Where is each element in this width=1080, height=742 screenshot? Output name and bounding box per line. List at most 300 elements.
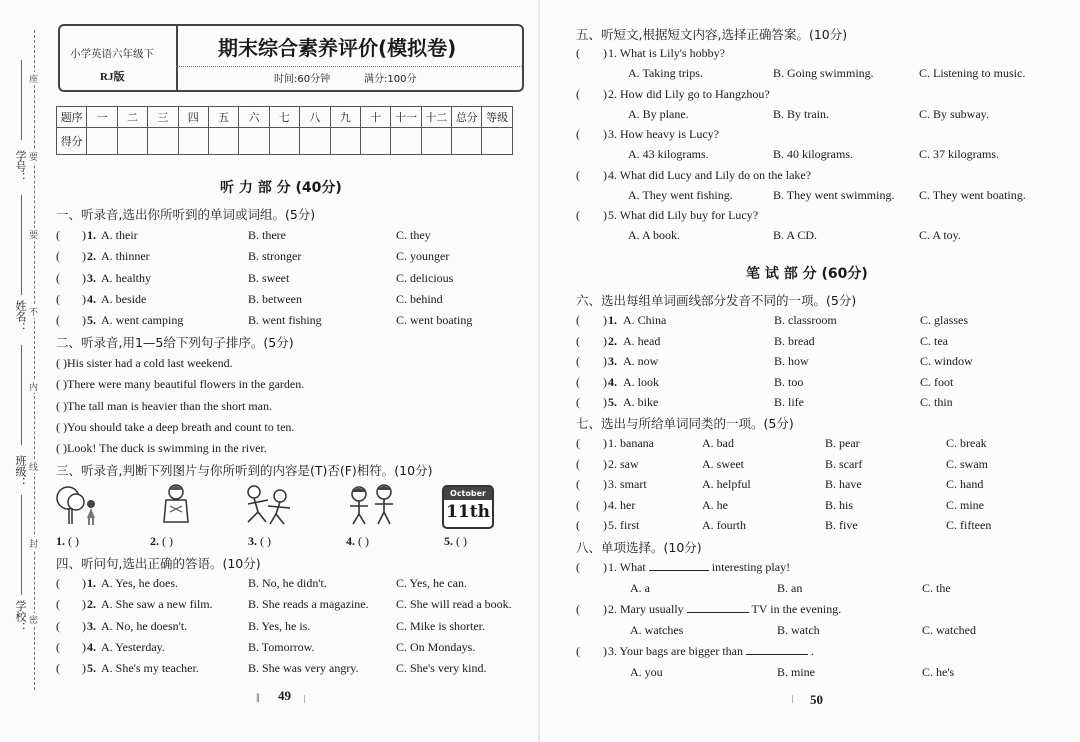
seal-char: 密	[29, 613, 38, 626]
title-dotted-rule	[176, 66, 522, 67]
option-a[interactable]: A. She's my teacher.	[101, 661, 199, 676]
option-a[interactable]: A. beside	[101, 291, 147, 306]
section-6-title: 六、选出每组单词画线部分发音不同的一项。(5分)	[576, 293, 857, 308]
option-a[interactable]: A. look	[623, 374, 659, 389]
page-marker: |	[304, 694, 306, 703]
score-table-header-cell: 二	[117, 107, 147, 128]
score-blank-row	[57, 128, 513, 155]
answer-paren-close: )	[82, 249, 86, 264]
question-number: 5.	[87, 661, 96, 676]
answer-paren[interactable]: ( )	[56, 419, 67, 434]
score-input-cell[interactable]	[178, 128, 208, 155]
score-row-label: 得分	[57, 128, 87, 155]
option-a[interactable]: A. their	[101, 228, 138, 242]
score-input-cell[interactable]	[239, 128, 269, 155]
question-text-start: 1. What	[608, 560, 646, 574]
question-number: 5.	[87, 313, 96, 328]
option-c[interactable]: C. mine	[946, 497, 984, 512]
option-a[interactable]: A. watches	[630, 623, 684, 637]
exam-title: 期末综合素养评价(模拟卷)	[218, 36, 457, 60]
question-row	[56, 576, 526, 592]
question-row	[576, 334, 1076, 350]
seal-char: 内	[29, 380, 38, 393]
answer-paren-close: )	[603, 313, 607, 327]
answer-paren-close: )	[82, 597, 86, 612]
answer-paren[interactable]: (	[576, 477, 580, 492]
question-row	[576, 498, 1076, 514]
answer-paren-close: )	[603, 208, 607, 222]
option-a[interactable]: A. Yesterday.	[101, 639, 165, 654]
tree-and-girl-picture	[54, 484, 102, 528]
option-b[interactable]: B. By train.	[773, 106, 829, 121]
score-table	[56, 106, 513, 155]
score-table-header-cell: 五	[208, 107, 238, 128]
score-table-header-cell: 九	[330, 107, 360, 128]
exam-title-box	[58, 24, 524, 92]
score-table-header-cell: 一	[87, 107, 117, 128]
question-sentence	[608, 644, 814, 659]
ordering-sentence: Look! The duck is swimming in the river.	[67, 441, 267, 456]
question-text-start: 3. Your bags are bigger than	[608, 644, 743, 658]
score-table-header-cell: 十二	[421, 107, 451, 128]
option-b[interactable]: B. scarf	[825, 456, 863, 471]
answer-paren[interactable]: (	[56, 576, 60, 590]
girl-icon	[87, 500, 95, 525]
seal-char: 要	[29, 228, 38, 241]
answer-paren[interactable]: (	[56, 661, 60, 676]
answer-paren-close: )	[603, 436, 607, 450]
score-input-cell[interactable]	[421, 128, 451, 155]
answer-paren-close: )	[82, 576, 86, 590]
score-table-header-cell: 十	[360, 107, 390, 128]
answer-paren[interactable]: (	[576, 86, 580, 101]
given-word: 5. first	[608, 518, 640, 533]
answer-paren[interactable]: (	[576, 456, 580, 471]
score-input-cell[interactable]	[148, 128, 178, 155]
option-c[interactable]: C. She will read a book.	[396, 597, 512, 612]
question-row	[576, 313, 1076, 329]
seal-char: 封	[29, 537, 38, 550]
score-table-header-cell: 等级	[482, 107, 512, 128]
margin-rule	[21, 495, 22, 595]
ordering-row	[56, 399, 272, 414]
question-number: 3.	[608, 354, 617, 369]
score-table-header-cell: 三	[148, 107, 178, 128]
score-input-cell[interactable]	[360, 128, 390, 155]
question-row	[56, 292, 526, 308]
score-input-cell[interactable]	[87, 128, 117, 155]
option-b[interactable]: B. pear	[825, 436, 860, 450]
question-text: 3. How heavy is Lucy?	[608, 127, 719, 141]
right-page	[540, 0, 1080, 742]
option-c[interactable]: C. he's	[922, 665, 955, 679]
question-number: 2.	[87, 597, 96, 612]
question-number: 1.	[608, 313, 617, 327]
option-c[interactable]: C. glasses	[920, 313, 968, 327]
option-c[interactable]: C. window	[920, 354, 973, 369]
time-limit: 时间:60分钟	[274, 74, 331, 85]
answer-paren[interactable]: ( )	[453, 534, 467, 548]
option-a[interactable]: A. bad	[702, 436, 734, 450]
option-a[interactable]: A. A book.	[628, 228, 681, 242]
fill-blank[interactable]	[746, 654, 808, 655]
tree-icon	[57, 487, 84, 524]
picture-label	[444, 534, 467, 549]
option-a[interactable]: A. fourth	[702, 518, 746, 533]
ordering-sentence: His sister had a cold last weekend.	[67, 356, 233, 370]
option-b[interactable]: B. five	[825, 518, 858, 533]
option-b[interactable]: B. between	[248, 291, 302, 306]
question-number: 5.	[608, 395, 617, 410]
question-row	[576, 395, 1076, 411]
question-block	[576, 560, 1076, 598]
option-c[interactable]: C. went boating	[396, 313, 473, 328]
option-a[interactable]: A. Taking trips.	[628, 66, 703, 80]
option-b[interactable]: B. bread	[774, 333, 815, 348]
option-b[interactable]: B. mine	[777, 665, 815, 679]
option-a[interactable]: A. sweet	[702, 456, 744, 471]
option-b[interactable]: B. classroom	[774, 313, 837, 327]
question-number: 4.	[608, 374, 617, 389]
score-input-cell[interactable]	[482, 128, 512, 155]
fill-blank[interactable]	[649, 570, 709, 571]
option-c[interactable]: C. She's very kind.	[396, 661, 487, 676]
answer-paren[interactable]: (	[576, 518, 580, 533]
option-a[interactable]: A. healthy	[101, 270, 151, 285]
answer-paren-close: )	[82, 618, 86, 633]
option-c[interactable]: C. A toy.	[919, 228, 961, 242]
answer-paren-close: )	[603, 602, 607, 616]
picture-number: 3.	[248, 534, 257, 548]
option-b[interactable]: B. They went swimming.	[773, 187, 895, 202]
question-number: 4.	[87, 291, 96, 306]
margin-rule	[21, 195, 22, 295]
option-c[interactable]: C. thin	[920, 395, 953, 410]
option-a[interactable]: A. She saw a new film.	[101, 597, 213, 612]
page-marker: ‖	[256, 690, 260, 705]
option-c[interactable]: C. Mike is shorter.	[396, 618, 485, 633]
answer-paren[interactable]: (	[576, 395, 580, 410]
question-block	[576, 168, 1076, 204]
score-table-header-cell: 六	[239, 107, 269, 128]
picture-label	[346, 534, 369, 549]
question-number: 2.	[87, 249, 96, 264]
option-b[interactable]: B. No, he didn't.	[248, 576, 327, 590]
score-table-header-cell: 总分	[452, 107, 482, 128]
seal-char: 座	[29, 72, 38, 85]
question-sentence	[608, 602, 841, 617]
option-b[interactable]: B. Yes, he is.	[248, 618, 311, 633]
question-row	[576, 457, 1076, 473]
answer-paren[interactable]: ( )	[257, 534, 271, 548]
seal-char: 不	[29, 305, 38, 318]
answer-paren[interactable]: (	[576, 167, 580, 182]
answer-paren-close: )	[603, 46, 607, 60]
option-b[interactable]: B. an	[777, 581, 803, 595]
option-a[interactable]: A. bike	[623, 395, 659, 410]
answer-paren[interactable]: (	[576, 436, 580, 450]
question-number: 3.	[87, 618, 96, 633]
question-number: 3.	[87, 270, 96, 285]
option-c[interactable]: C. delicious	[396, 270, 454, 285]
answer-paren[interactable]: (	[576, 208, 580, 222]
answer-paren-close: )	[603, 127, 607, 141]
picture-number: 2.	[150, 534, 159, 548]
margin-rule	[21, 345, 22, 445]
answer-paren[interactable]: (	[56, 249, 60, 264]
option-a[interactable]: A. China	[623, 313, 667, 327]
answer-paren-close: )	[603, 354, 607, 369]
question-sentence	[608, 560, 790, 575]
picture-number: 4.	[346, 534, 355, 548]
question-row	[56, 313, 526, 329]
kids-playing-picture	[240, 482, 296, 528]
question-row	[56, 619, 526, 635]
answer-paren-close: )	[603, 374, 607, 389]
question-block	[576, 46, 1076, 82]
question-row	[56, 271, 526, 287]
calendar-icon	[442, 485, 494, 529]
option-a[interactable]: A. By plane.	[628, 106, 689, 121]
listening-part-title: 听 力 部 分 (40分)	[220, 180, 342, 196]
question-text: 5. What did Lily buy for Lucy?	[608, 208, 759, 222]
question-number: 1.	[87, 576, 96, 590]
ordering-row	[56, 441, 267, 456]
calendar-day: 11th	[446, 502, 490, 522]
class-label: 班级：	[14, 455, 27, 488]
answer-paren-close: )	[603, 644, 607, 658]
option-a[interactable]: A. helpful	[702, 477, 751, 492]
given-word: 1. banana	[608, 436, 654, 450]
answer-paren[interactable]: (	[576, 313, 580, 327]
answer-paren-close: )	[82, 228, 86, 242]
question-row	[576, 354, 1076, 370]
option-c[interactable]: C. younger	[396, 249, 450, 264]
grade-label: 小学英语六年级下	[70, 48, 154, 60]
ordering-sentence: You should take a deep breath and count to ten.	[67, 419, 295, 434]
option-b[interactable]: B. there	[248, 228, 286, 242]
answer-paren[interactable]: (	[576, 333, 580, 348]
page-marker: |	[792, 694, 794, 703]
option-b[interactable]: B. She was very angry.	[248, 661, 359, 676]
answer-paren-close: )	[603, 518, 607, 533]
answer-paren[interactable]: (	[576, 354, 580, 369]
option-a[interactable]: A. head	[623, 333, 661, 348]
option-a[interactable]: A. They went fishing.	[628, 187, 733, 202]
option-b[interactable]: B. watch	[777, 623, 820, 637]
question-block	[576, 644, 1076, 682]
score-header-row	[57, 107, 513, 128]
margin-rule	[21, 60, 22, 140]
option-a[interactable]: A. 43 kilograms.	[628, 147, 709, 161]
section-8-title: 八、单项选择。(10分)	[576, 540, 702, 555]
question-text: 1. What is Lily's hobby?	[608, 46, 725, 60]
answer-paren[interactable]: (	[576, 497, 580, 512]
option-c[interactable]: C. They went boating.	[919, 187, 1026, 202]
answer-paren[interactable]: (	[56, 618, 60, 633]
option-a[interactable]: A. Yes, he does.	[101, 576, 179, 590]
answer-paren-close: )	[603, 333, 607, 348]
answer-paren[interactable]: ( )	[159, 534, 173, 548]
score-input-cell[interactable]	[391, 128, 421, 155]
ordering-row	[56, 356, 233, 371]
question-row	[56, 597, 526, 613]
score-input-cell[interactable]	[269, 128, 299, 155]
option-b[interactable]: B. life	[774, 395, 804, 410]
question-row	[56, 661, 526, 677]
score-table-header-cell: 十一	[391, 107, 421, 128]
option-b[interactable]: B. his	[825, 497, 854, 512]
answer-paren-close: )	[603, 560, 607, 574]
option-a[interactable]: A. now	[623, 354, 659, 369]
ordering-row	[56, 420, 294, 435]
score-input-cell[interactable]	[452, 128, 482, 155]
question-text-end: TV in the evening.	[751, 602, 842, 616]
answer-paren[interactable]: (	[576, 127, 580, 141]
student-number-label: 学号：	[14, 150, 27, 183]
option-b[interactable]: B. Going swimming.	[773, 66, 874, 80]
option-a[interactable]: A. he	[702, 497, 728, 512]
score-table-header-cell: 七	[269, 107, 299, 128]
answer-paren[interactable]: ( )	[355, 534, 369, 548]
option-c[interactable]: C. hand	[946, 477, 984, 492]
score-table-header-cell: 题序	[57, 107, 87, 128]
option-c[interactable]: C. swam	[946, 456, 988, 471]
answer-paren[interactable]: (	[56, 597, 60, 612]
answer-paren[interactable]: ( )	[56, 356, 67, 370]
option-c[interactable]: C. On Mondays.	[396, 639, 476, 654]
question-row	[576, 375, 1076, 391]
option-c[interactable]: C. behind	[396, 291, 443, 306]
answer-paren-close: )	[603, 456, 607, 471]
answer-paren[interactable]: ( )	[56, 377, 67, 392]
option-c[interactable]: C. Yes, he can.	[396, 576, 467, 590]
answer-paren[interactable]: (	[56, 228, 60, 242]
option-a[interactable]: A. you	[630, 665, 663, 679]
option-b[interactable]: B. A CD.	[773, 228, 818, 242]
option-b[interactable]: B. Tomorrow.	[248, 639, 315, 654]
calendar-month: October	[444, 487, 492, 500]
option-c[interactable]: C. the	[922, 581, 951, 595]
section-1-title: 一、听录音,选出你所听到的单词或词组。(5分)	[56, 207, 316, 222]
option-b[interactable]: B. 40 kilograms.	[773, 147, 853, 161]
score-input-cell[interactable]	[208, 128, 238, 155]
question-block	[576, 602, 1076, 640]
option-a[interactable]: A. thinner	[101, 249, 150, 264]
option-c[interactable]: C. 37 kilograms.	[919, 147, 999, 161]
question-row	[576, 436, 1076, 452]
question-text: 4. What did Lucy and Lily do on the lake?	[608, 167, 812, 182]
option-a[interactable]: A. No, he doesn't.	[101, 618, 188, 633]
answer-paren[interactable]: (	[576, 602, 580, 616]
given-word: 2. saw	[608, 456, 639, 471]
question-row	[576, 518, 1076, 534]
name-label: 姓名：	[14, 300, 27, 333]
question-row	[56, 249, 526, 265]
option-b[interactable]: B. how	[774, 354, 809, 369]
answer-paren[interactable]: (	[576, 560, 580, 574]
answer-paren-close: )	[82, 313, 86, 328]
question-row	[56, 228, 526, 244]
full-score: 满分:100分	[364, 74, 417, 85]
answer-paren-close: )	[82, 270, 86, 285]
option-a[interactable]: A. went camping	[101, 313, 184, 328]
fill-blank[interactable]	[687, 612, 749, 613]
option-b[interactable]: B. have	[825, 477, 862, 492]
answer-paren-close: )	[603, 86, 607, 101]
option-b[interactable]: B. She reads a magazine.	[248, 597, 369, 612]
question-block	[576, 127, 1076, 163]
answer-paren-close: )	[82, 291, 86, 306]
answer-paren[interactable]: (	[576, 46, 580, 60]
answer-paren-close: )	[82, 661, 86, 676]
score-input-cell[interactable]	[117, 128, 147, 155]
score-table-header-cell: 八	[300, 107, 330, 128]
answer-paren[interactable]: (	[576, 374, 580, 389]
picture-number: 5.	[444, 534, 453, 548]
page-number-left: 49	[278, 688, 291, 703]
answer-paren[interactable]: (	[576, 644, 580, 658]
option-a[interactable]: A. a	[630, 581, 650, 595]
answer-paren[interactable]: (	[56, 639, 60, 654]
title-left-cell	[60, 26, 178, 90]
score-input-cell[interactable]	[300, 128, 330, 155]
option-b[interactable]: B. went fishing	[248, 313, 322, 328]
answer-paren[interactable]: (	[56, 313, 60, 328]
answer-paren-close: )	[603, 395, 607, 410]
answer-paren[interactable]: (	[56, 270, 60, 285]
question-block	[576, 208, 1076, 244]
option-c[interactable]: C. foot	[920, 374, 954, 389]
option-b[interactable]: B. too	[774, 374, 804, 389]
option-c[interactable]: C. Listening to music.	[919, 66, 1026, 80]
option-b[interactable]: B. sweet	[248, 270, 290, 285]
answer-paren[interactable]: ( )	[56, 398, 67, 413]
seal-char: 线	[29, 460, 38, 473]
answer-paren-close: )	[603, 477, 607, 492]
section-3-title: 三、听录音,判断下列图片与你所听到的内容是(T)否(F)相符。(10分)	[56, 463, 433, 478]
school-label: 学校：	[14, 600, 27, 633]
question-text: 2. How did Lily go to Hangzhou?	[608, 86, 770, 101]
ordering-row	[56, 377, 304, 392]
answer-paren[interactable]: ( )	[56, 441, 67, 456]
option-c[interactable]: C. they	[396, 228, 431, 242]
two-boys-picture	[344, 482, 400, 528]
option-b[interactable]: B. stronger	[248, 249, 302, 264]
question-number: 2.	[608, 333, 617, 348]
answer-paren[interactable]: (	[56, 291, 60, 306]
seal-char: 要	[29, 150, 38, 163]
option-c[interactable]: C. tea	[920, 333, 948, 348]
section-4-title: 四、听问句,选出正确的答语。(10分)	[56, 556, 261, 571]
question-row	[576, 477, 1076, 493]
answer-paren[interactable]: ( )	[65, 534, 79, 548]
picture-number: 1.	[56, 534, 65, 548]
question-text-start: 2. Mary usually	[608, 602, 684, 616]
option-c[interactable]: C. watched	[922, 623, 976, 637]
section-5-title: 五、听短文,根据短文内容,选择正确答案。(10分)	[576, 27, 848, 42]
option-c[interactable]: C. fifteen	[946, 518, 992, 533]
given-word: 3. smart	[608, 477, 647, 492]
picture-label	[248, 534, 271, 549]
page-number-right: 50	[810, 692, 823, 707]
score-input-cell[interactable]	[330, 128, 360, 155]
option-c[interactable]: C. By subway.	[919, 106, 989, 121]
option-c[interactable]: C. break	[946, 436, 987, 450]
given-word: 4. her	[608, 497, 636, 512]
picture-label	[56, 534, 79, 549]
question-text-end: .	[810, 644, 814, 658]
